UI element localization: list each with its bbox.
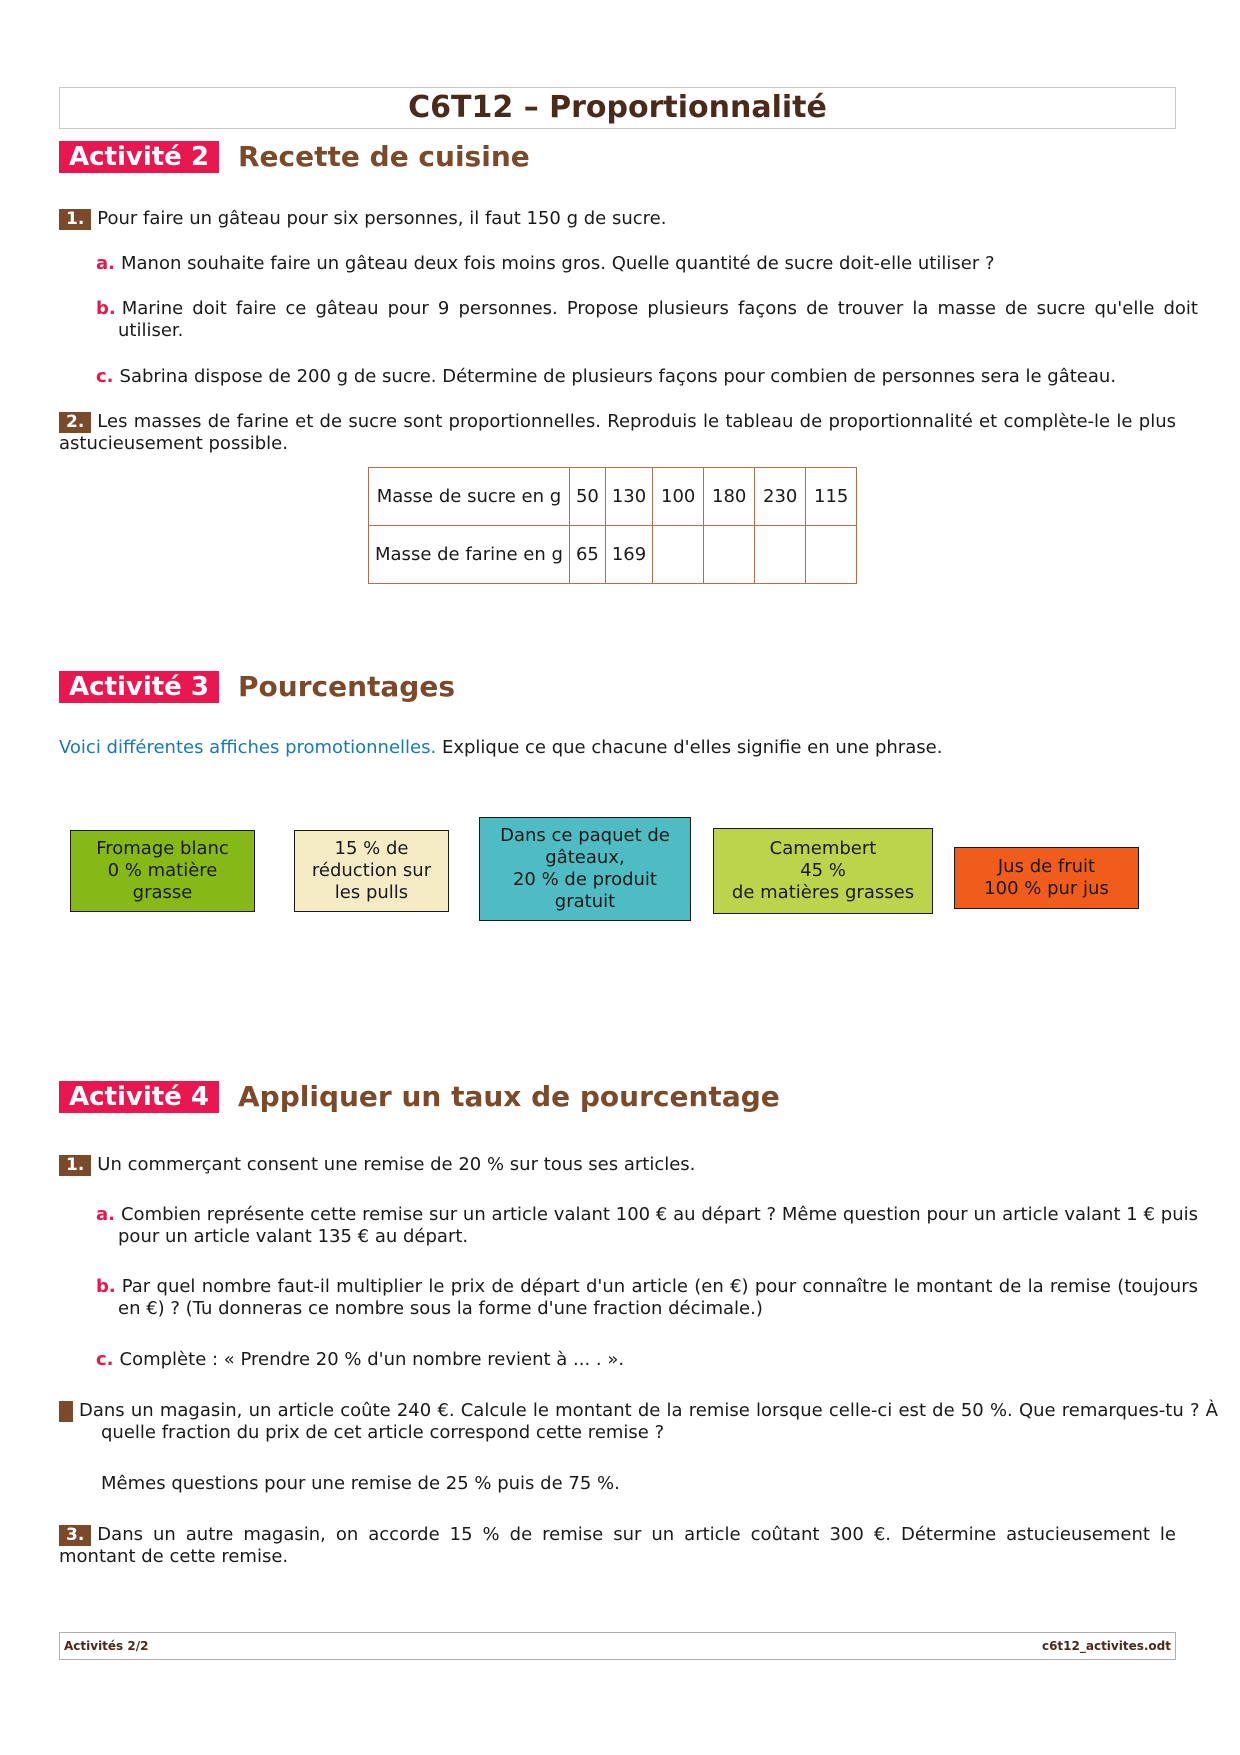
question-text: Dans un magasin, un article coûte 240 €. Calcule le montant de la remise lorsque celle-ci est de 50 %. Que remarques-tu ? À quelle fraction du prix de cet article correspond cette remise ? (79, 1400, 1218, 1443)
poster-line: Fromage blanc (96, 838, 229, 859)
activity-4-label: Activité 4 (59, 1081, 219, 1113)
poster-line: Dans ce paquet de (500, 825, 670, 846)
subquestion-text: Par quel nombre faut-il multiplier le prix de départ d'un article (en €) pour connaître le montant de la remise (toujours en €) ? (Tu donneras ce nombre sous la forme d'une fraction décimale.) (118, 1276, 1198, 1319)
table-cell: 180 (704, 468, 755, 526)
act2-question-2 (59, 411, 1176, 455)
activity-4-title: Appliquer un taux de pourcentage (238, 1080, 780, 1113)
question-number: 2. (59, 1401, 73, 1422)
table-cell: 169 (605, 526, 652, 584)
poster-jus-de-fruit (954, 847, 1139, 909)
page-title: C6T12 – Proportionnalité (408, 90, 827, 125)
act4-question-1 (59, 1154, 1176, 1176)
table-row (369, 526, 857, 584)
subquestion-letter: a. (96, 253, 115, 274)
activity-3-title: Pourcentages (238, 670, 455, 703)
question-text: Pour faire un gâteau pour six personnes, il faut 150 g de sucre. (97, 208, 667, 229)
table-row-header: Masse de farine en g (369, 526, 570, 584)
subquestion-letter: b. (96, 298, 116, 319)
poster-line: gratuit (554, 891, 616, 912)
table-cell (806, 526, 857, 584)
question-text: Dans un autre magasin, on accorde 15 % de remise sur un article coûtant 300 €. Détermine astucieusement le montant de cette remise. (59, 1524, 1176, 1567)
intro-highlight: Voici différentes affiches promotionnelles. (59, 737, 437, 758)
table-cell (704, 526, 755, 584)
poster-line: 100 % pur jus (984, 878, 1109, 899)
poster-line: 20 % de produit (512, 869, 657, 890)
poster-line: 45 % (800, 860, 846, 881)
subquestion-text: Marine doit faire ce gâteau pour 9 personnes. Propose plusieurs façons de trouver la masse de sucre qu'elle doit utiliser. (118, 298, 1198, 341)
question-text: Les masses de farine et de sucre sont proportionnelles. Reproduis le tableau de proportionnalité et complète-le le plus astucieusement possible. (59, 411, 1176, 454)
act2-q1-b (96, 298, 1198, 342)
intro-text: Explique ce que chacune d'elles signifie en une phrase. (436, 737, 943, 758)
poster-pulls (294, 830, 449, 912)
subquestion-letter: a. (96, 1204, 115, 1225)
activity-3-label: Activité 3 (59, 671, 219, 703)
act4-q1-b (96, 1276, 1198, 1320)
subquestion-letter: c. (96, 366, 114, 387)
subquestion-letter: b. (96, 1276, 116, 1297)
proportionality-table (368, 467, 857, 584)
poster-line: 0 % matière (107, 860, 218, 881)
poster-fromage-blanc (70, 830, 255, 912)
poster-line: Jus de fruit (997, 856, 1096, 877)
act2-question-1 (59, 208, 1176, 230)
poster-line: grasse (132, 882, 193, 903)
subquestion-letter: c. (96, 1349, 114, 1370)
table-cell: 100 (653, 468, 704, 526)
act4-q1-c (96, 1349, 1198, 1371)
table-cell: 65 (569, 526, 605, 584)
question-text: Un commerçant consent une remise de 20 % sur tous ses articles. (97, 1154, 696, 1175)
table-cell: 115 (806, 468, 857, 526)
question-number: 2. (59, 412, 91, 433)
subquestion-text: Sabrina dispose de 200 g de sucre. Détermine de plusieurs façons pour combien de personnes sera le gâteau. (119, 366, 1117, 387)
table-cell (755, 526, 806, 584)
poster-line: 15 % de (334, 838, 409, 859)
act3-intro (59, 737, 1176, 759)
footer-filename: c6t12_activites.odt (1041, 1639, 1171, 1653)
poster-line: Camembert (769, 838, 877, 859)
subquestion-text: Manon souhaite faire un gâteau deux fois moins gros. Quelle quantité de sucre doit-elle utiliser ? (120, 253, 995, 274)
table-row (369, 468, 857, 526)
subquestion-text: Combien représente cette remise sur un article valant 100 € au départ ? Même question pour un article valant 1 € puis pour un article valant 135 € au départ. (118, 1204, 1198, 1247)
poster-camembert (713, 828, 933, 914)
act4-q1-a (96, 1204, 1198, 1248)
poster-line: gâteaux, (545, 847, 625, 868)
table-row-header: Masse de sucre en g (369, 468, 570, 526)
activity-2-title: Recette de cuisine (238, 140, 530, 173)
poster-gateaux (479, 817, 691, 921)
act4-question-2-extra: Mêmes questions pour une remise de 25 % puis de 75 %. (101, 1473, 620, 1494)
header-box (59, 87, 1176, 129)
act2-q1-a (96, 253, 1198, 275)
footer (59, 1632, 1176, 1660)
act4-question-3 (59, 1524, 1176, 1568)
poster-line: réduction sur (311, 860, 432, 881)
poster-line: les pulls (334, 882, 409, 903)
table-cell: 230 (755, 468, 806, 526)
table-cell: 130 (605, 468, 652, 526)
question-number: 3. (59, 1525, 91, 1546)
table-cell (653, 526, 704, 584)
act2-q1-c (96, 366, 1198, 388)
activity-2-label: Activité 2 (59, 141, 219, 173)
table-cell: 50 (569, 468, 605, 526)
footer-page-label: Activités 2/2 (64, 1639, 149, 1653)
question-number: 1. (59, 1155, 91, 1176)
question-number: 1. (59, 209, 91, 230)
subquestion-text: Complète : « Prendre 20 % d'un nombre revient à ... . ». (119, 1349, 625, 1370)
act4-question-2 (24, 1400, 1218, 1444)
poster-line: de matières grasses (731, 882, 915, 903)
